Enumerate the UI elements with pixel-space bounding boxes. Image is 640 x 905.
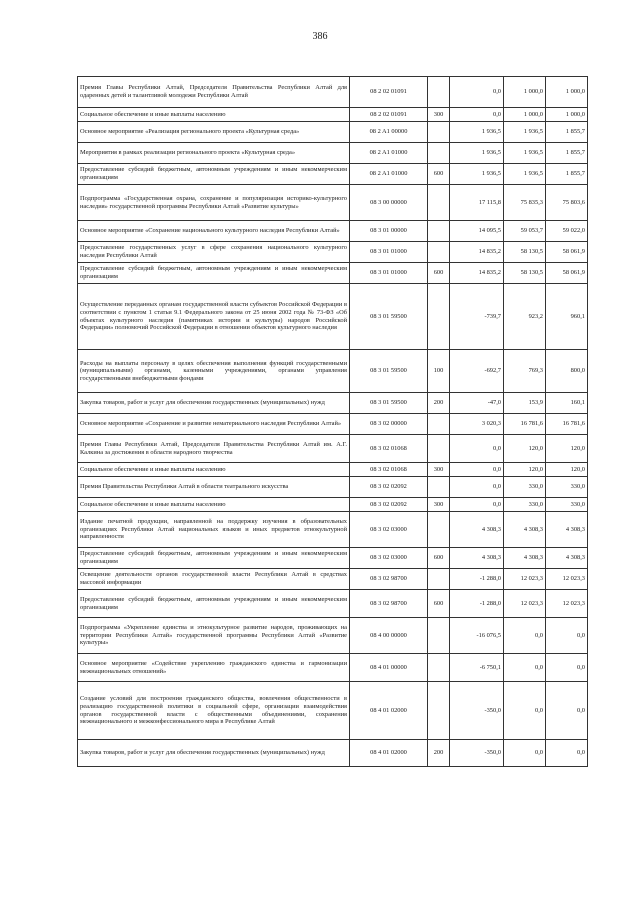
table-row [78, 143, 588, 164]
row-code: 08 3 01 00000 [350, 221, 428, 242]
row-amount-1: 0,0 [450, 477, 504, 498]
row-amount-1: 1 936,5 [450, 122, 504, 143]
row-amount-3: 1 000,0 [546, 77, 588, 108]
row-amount-3: 1 855,7 [546, 122, 588, 143]
row-name: Социальное обеспечение и иные выплаты населению [78, 463, 350, 477]
row-amount-2: 58 130,5 [504, 242, 546, 263]
row-name: Премия Главы Республики Алтай, Председателя Правительства Республики Алтай для одаренных детей и талантливой молодежи Республики Алтай [78, 77, 350, 108]
table-row [78, 740, 588, 767]
row-name: Подпрограмма «Укрепление единства и этнокультурное развитие народов, проживающих на территории Республики Алтай» государственной программы Республики Алтай «Развитие культуры» [78, 618, 350, 654]
table-row [78, 221, 588, 242]
table-row [78, 284, 588, 350]
row-name: Создание условий для построения гражданского общества, вовлечения общественности в реализацию государственной политики в социальной сфере, организации взаимодействия органов государственной власти с общественными объединениями, сохранения межнационального и межконфессионального мира в Республике Алтай [78, 682, 350, 740]
table-row [78, 350, 588, 393]
row-amount-1: 17 115,8 [450, 185, 504, 221]
row-code: 08 2 A1 00000 [350, 122, 428, 143]
row-amount-3: 330,0 [546, 477, 588, 498]
row-name: Предоставление субсидий бюджетным, автономным учреждениям и иным некоммерческим организациям [78, 263, 350, 284]
row-expense-type [428, 284, 450, 350]
row-code: 08 3 01 59500 [350, 350, 428, 393]
row-expense-type [428, 242, 450, 263]
row-name: Основное мероприятие «Сохранение национального культурного наследия Республики Алтай» [78, 221, 350, 242]
row-code: 08 3 00 00000 [350, 185, 428, 221]
row-name: Основное мероприятие «Реализация регионального проекта «Культурная среда» [78, 122, 350, 143]
row-amount-3: 12 023,3 [546, 590, 588, 618]
row-name: Закупка товаров, работ и услуг для обеспечения государственных (муниципальных) нужд [78, 740, 350, 767]
row-amount-3: 4 308,3 [546, 512, 588, 548]
row-amount-2: 4 308,3 [504, 512, 546, 548]
table-row [78, 435, 588, 463]
row-code: 08 3 02 00000 [350, 414, 428, 435]
row-expense-type: 200 [428, 393, 450, 414]
budget-table-body [78, 77, 588, 767]
row-name: Премия Правительства Республики Алтай в области театрального искусства [78, 477, 350, 498]
row-expense-type: 100 [428, 350, 450, 393]
row-amount-1: -6 750,1 [450, 654, 504, 682]
row-amount-2: 769,3 [504, 350, 546, 393]
row-name: Предоставление субсидий бюджетным, автономным учреждениям и иным некоммерческим организациям [78, 164, 350, 185]
row-name: Социальное обеспечение и иные выплаты населению [78, 498, 350, 512]
row-expense-type [428, 435, 450, 463]
row-name: Предоставление государственных услуг в сфере сохранения национального культурного наследия Республики Алтай [78, 242, 350, 263]
row-code: 08 3 01 01000 [350, 242, 428, 263]
row-amount-1: 14 835,2 [450, 242, 504, 263]
row-expense-type [428, 654, 450, 682]
row-amount-1: -16 076,5 [450, 618, 504, 654]
row-amount-3: 1 000,0 [546, 108, 588, 122]
row-amount-2: 120,0 [504, 463, 546, 477]
table-row [78, 263, 588, 284]
row-expense-type [428, 414, 450, 435]
row-amount-3: 120,0 [546, 435, 588, 463]
row-amount-2: 0,0 [504, 654, 546, 682]
row-amount-2: 12 023,3 [504, 590, 546, 618]
row-amount-2: 120,0 [504, 435, 546, 463]
row-amount-2: 1 000,0 [504, 77, 546, 108]
row-code: 08 2 02 01091 [350, 77, 428, 108]
row-amount-2: 923,2 [504, 284, 546, 350]
row-expense-type: 300 [428, 108, 450, 122]
row-amount-3: 1 855,7 [546, 164, 588, 185]
table-row [78, 164, 588, 185]
row-amount-3: 4 308,3 [546, 548, 588, 569]
row-amount-3: 75 803,6 [546, 185, 588, 221]
row-amount-2: 1 936,5 [504, 164, 546, 185]
row-amount-1: 14 095,5 [450, 221, 504, 242]
table-row [78, 185, 588, 221]
row-expense-type [428, 221, 450, 242]
row-expense-type: 600 [428, 164, 450, 185]
row-expense-type [428, 77, 450, 108]
row-amount-3: 16 781,6 [546, 414, 588, 435]
row-name: Основное мероприятие «Сохранение и развитие нематериального наследия Республики Алтай» [78, 414, 350, 435]
row-code: 08 3 02 98700 [350, 569, 428, 590]
row-code: 08 3 01 01000 [350, 263, 428, 284]
row-amount-1: 4 308,3 [450, 512, 504, 548]
row-amount-3: 12 023,3 [546, 569, 588, 590]
row-amount-2: 153,9 [504, 393, 546, 414]
row-amount-1: 0,0 [450, 463, 504, 477]
row-amount-1: -1 288,0 [450, 590, 504, 618]
row-amount-1: -47,0 [450, 393, 504, 414]
row-name: Премия Главы Республики Алтай, Председателя Правительства Республики Алтай им. А.Г. Калкина за достижения в области народного творчества [78, 435, 350, 463]
row-amount-3: 58 061,9 [546, 242, 588, 263]
row-expense-type [428, 143, 450, 164]
row-code: 08 2 02 01091 [350, 108, 428, 122]
table-row [78, 569, 588, 590]
row-amount-3: 0,0 [546, 618, 588, 654]
row-amount-3: 160,1 [546, 393, 588, 414]
row-amount-3: 1 855,7 [546, 143, 588, 164]
row-expense-type [428, 477, 450, 498]
table-row [78, 618, 588, 654]
page-number: 386 [312, 31, 328, 42]
row-code: 08 4 01 02000 [350, 682, 428, 740]
row-amount-1: 0,0 [450, 435, 504, 463]
row-expense-type [428, 618, 450, 654]
row-amount-2: 330,0 [504, 498, 546, 512]
row-code: 08 3 02 03000 [350, 548, 428, 569]
row-code: 08 2 A1 01000 [350, 143, 428, 164]
table-row [78, 682, 588, 740]
row-amount-2: 16 781,6 [504, 414, 546, 435]
row-name: Мероприятия в рамках реализации регионального проекта «Культурная среда» [78, 143, 350, 164]
table-row [78, 414, 588, 435]
row-name: Предоставление субсидий бюджетным, автономным учреждениям и иным некоммерческим организациям [78, 590, 350, 618]
row-amount-2: 58 130,5 [504, 263, 546, 284]
row-code: 08 3 02 02092 [350, 477, 428, 498]
table-row [78, 477, 588, 498]
row-code: 08 4 01 00000 [350, 654, 428, 682]
row-name: Закупка товаров, работ и услуг для обеспечения государственных (муниципальных) нужд [78, 393, 350, 414]
row-code: 08 3 02 03000 [350, 512, 428, 548]
row-code: 08 3 02 01068 [350, 435, 428, 463]
table-row [78, 590, 588, 618]
row-amount-2: 0,0 [504, 682, 546, 740]
row-name: Предоставление субсидий бюджетным, автономным учреждениям и иным некоммерческим организациям [78, 548, 350, 569]
table-row [78, 393, 588, 414]
row-code: 08 3 02 02092 [350, 498, 428, 512]
row-code: 08 3 02 98700 [350, 590, 428, 618]
row-amount-3: 0,0 [546, 740, 588, 767]
table-row [78, 512, 588, 548]
row-amount-3: 58 061,9 [546, 263, 588, 284]
row-expense-type: 300 [428, 463, 450, 477]
row-name: Подпрограмма «Государственная охрана, сохранение и популяризация историко-культурного наследия» государственной программы Республики Алтай «Развитие культуры» [78, 185, 350, 221]
row-amount-3: 960,1 [546, 284, 588, 350]
row-code: 08 3 02 01068 [350, 463, 428, 477]
row-amount-1: 1 936,5 [450, 143, 504, 164]
row-amount-3: 800,0 [546, 350, 588, 393]
row-code: 08 4 00 00000 [350, 618, 428, 654]
row-amount-2: 0,0 [504, 618, 546, 654]
row-amount-3: 330,0 [546, 498, 588, 512]
row-amount-2: 4 308,3 [504, 548, 546, 569]
row-name: Расходы на выплаты персоналу в целях обеспечения выполнения функций государственными (муниципальными) органами, казенными учреждениями, органами управления государственными внебюджетными фондами [78, 350, 350, 393]
row-amount-3: 0,0 [546, 682, 588, 740]
row-amount-2: 75 835,3 [504, 185, 546, 221]
row-amount-2: 330,0 [504, 477, 546, 498]
table-row [78, 242, 588, 263]
row-amount-1: 0,0 [450, 108, 504, 122]
row-expense-type: 200 [428, 740, 450, 767]
row-amount-1: 1 936,5 [450, 164, 504, 185]
table-row [78, 654, 588, 682]
row-code: 08 2 A1 01000 [350, 164, 428, 185]
row-expense-type: 300 [428, 498, 450, 512]
row-expense-type: 600 [428, 263, 450, 284]
row-amount-1: 3 020,3 [450, 414, 504, 435]
row-amount-2: 1 000,0 [504, 108, 546, 122]
row-amount-1: -739,7 [450, 284, 504, 350]
row-expense-type [428, 569, 450, 590]
table-row [78, 122, 588, 143]
row-expense-type [428, 122, 450, 143]
row-name: Основное мероприятие «Содействие укреплению гражданского единства и гармонизации межнациональных отношений» [78, 654, 350, 682]
row-code: 08 3 01 59500 [350, 393, 428, 414]
row-amount-1: 0,0 [450, 498, 504, 512]
row-amount-3: 120,0 [546, 463, 588, 477]
row-amount-2: 12 023,3 [504, 569, 546, 590]
row-amount-1: 4 308,3 [450, 548, 504, 569]
row-name: Социальное обеспечение и иные выплаты населению [78, 108, 350, 122]
row-name: Издание печатной продукции, направленной на поддержку изучения в образовательных организациях Республики Алтай национальных языков и иных предметов этнокультурной направленности [78, 512, 350, 548]
table-row [78, 77, 588, 108]
row-amount-1: 14 835,2 [450, 263, 504, 284]
row-amount-2: 0,0 [504, 740, 546, 767]
row-amount-1: -692,7 [450, 350, 504, 393]
row-amount-1: 0,0 [450, 77, 504, 108]
row-name: Освещение деятельности органов государственной власти Республики Алтай в средствах массовой информации [78, 569, 350, 590]
table-row [78, 548, 588, 569]
row-expense-type [428, 512, 450, 548]
row-name: Осуществление переданных органам государственной власти субъектов Российской Федерации в соответствии с пунктом 1 статьи 9.1 Федерального закона от 25 июня 2002 года № 73-ФЗ «Об объектах культурного наследия (памятниках истории и культуры) народов Российской Федерации» полномочий Российской Федерации в отношении объектов культурного наследия [78, 284, 350, 350]
row-expense-type [428, 185, 450, 221]
row-expense-type: 600 [428, 548, 450, 569]
table-row [78, 108, 588, 122]
row-amount-1: -1 288,0 [450, 569, 504, 590]
budget-table [77, 76, 588, 767]
row-amount-3: 0,0 [546, 654, 588, 682]
row-code: 08 4 01 02000 [350, 740, 428, 767]
row-amount-3: 59 022,0 [546, 221, 588, 242]
row-amount-2: 1 936,5 [504, 122, 546, 143]
row-amount-2: 1 936,5 [504, 143, 546, 164]
row-amount-1: -350,0 [450, 682, 504, 740]
row-amount-1: -350,0 [450, 740, 504, 767]
row-expense-type [428, 682, 450, 740]
row-expense-type: 600 [428, 590, 450, 618]
table-row [78, 463, 588, 477]
table-row [78, 498, 588, 512]
row-code: 08 3 01 59500 [350, 284, 428, 350]
row-amount-2: 59 053,7 [504, 221, 546, 242]
